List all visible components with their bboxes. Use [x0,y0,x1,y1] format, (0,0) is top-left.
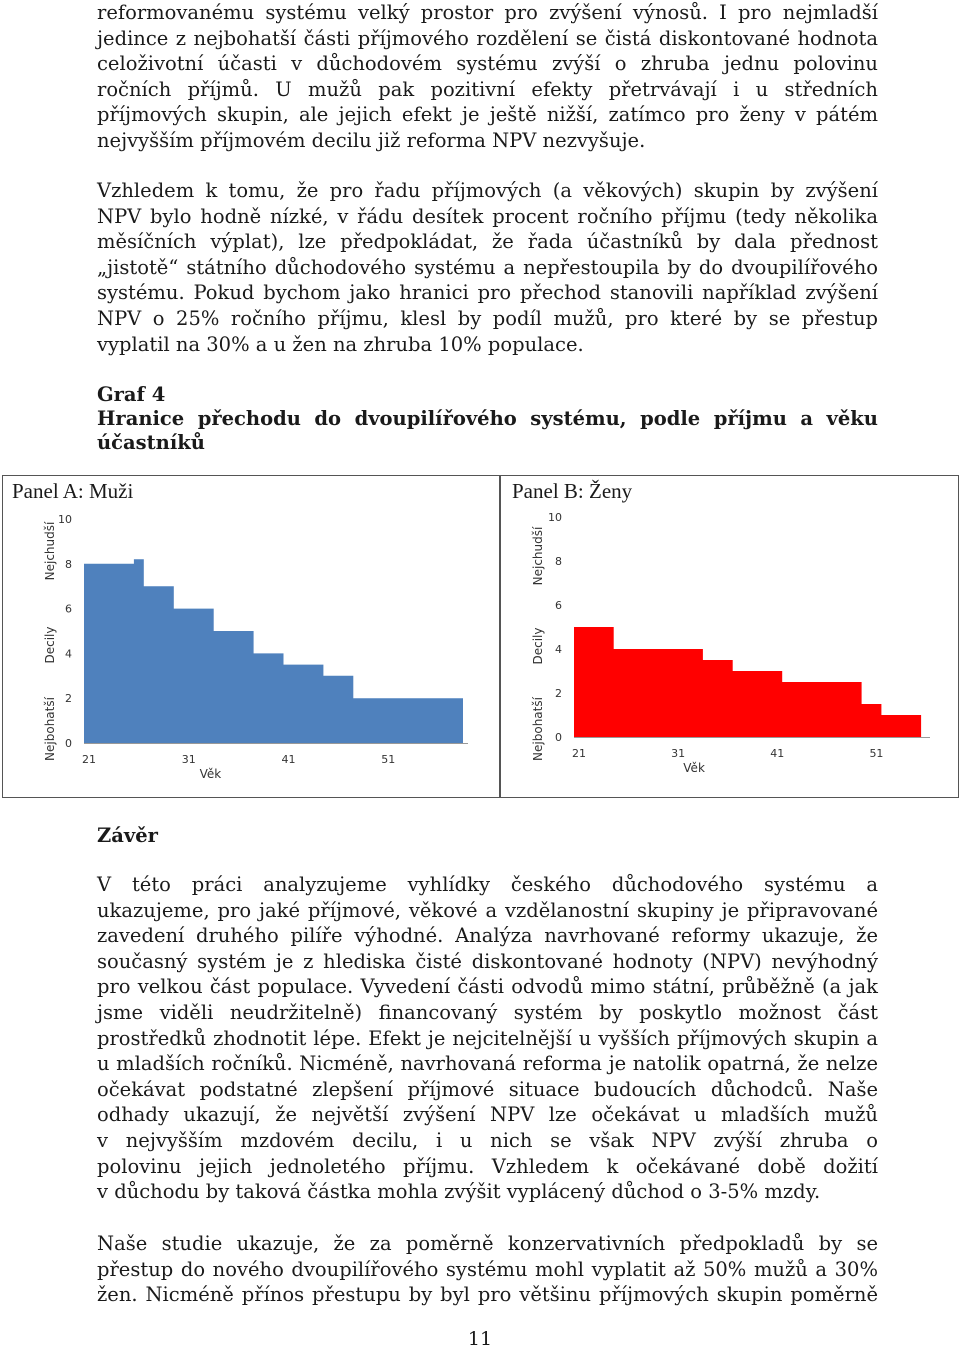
text-line: jedince z nejbohatší části příjmového rozdělení se čistá diskontované hodnota [97,26,878,50]
text-line: systému. Pokud bychom jako hranici pro přechod stanovili například zvýšení [97,281,878,305]
text-line: současný systém je z hlediska čisté diskontované hodnoty (NPV) nevýhodný [97,949,878,973]
text-line: očekávat podstatné zlepšení příjmové situace budoucích důchodců. Naše [97,1077,878,1101]
y-label-bottom: Nejbohatší [531,697,545,761]
y-axis-labels [43,521,57,761]
y-tick-label: 2 [555,687,562,700]
x-tick-label: 51 [381,753,396,766]
text-line: Vzhledem k tomu, že pro řadu příjmových (a věkových) skupin by zvýšení [97,179,878,202]
y-label-mid: Decily [43,626,57,664]
y-tick-label: 2 [65,692,72,706]
text-line: V této práci analyzujeme vyhlídky českého důchodového systému a [97,873,878,896]
y-tick-label: 4 [65,647,72,661]
y-axis-labels [531,526,545,761]
panel-a-title: Panel A: Muži [12,479,134,503]
x-axis-label: Věk [199,767,222,781]
y-tick-label: 4 [555,643,562,656]
text-line: v důchodu by taková částka mohla zvýšit vyplácený důchod o 3-5% mzdy. [97,1180,821,1204]
x-axis-label: Věk [683,761,705,775]
text-line: nejvyšším příjmovém decilu již reforma NPV nezvyšuje. [97,128,646,152]
page-number: 11 [467,1328,493,1350]
conclusion-paragraph-2 [97,1231,878,1308]
text-line: u mladších ročníků. Nicméně, navrhovaná reforma je natolik opatrná, že nelze [97,1052,878,1076]
y-tick-label: 0 [555,731,562,744]
text-line: „jistotě“ státního důchodového systému a nepřestoupila by do dvoupilířového [97,255,878,279]
text-line: ročních příjmů. U mužů pak pozitivní efekty přetrvávají i u středních [97,77,878,101]
text-line: prostředků zhodnotit lépe. Efekt je nejcitelnější u vyšších příjmových skupin a [97,1026,878,1050]
text-line: NPV bylo hodně nízké, v řádu desítek procent ročního příjmu (tedy několika [97,204,878,228]
chart-men [30,505,485,785]
text-line: odhady ukazují, že největší zvýšení NPV lze očekávat u mladších mužů [97,1103,878,1127]
x-tick-label: 41 [770,747,785,760]
y-ticks [548,511,562,744]
y-label-top: Nejchudší [43,521,57,581]
y-tick-label: 8 [555,555,562,568]
x-tick-label: 21 [571,747,586,760]
y-tick-label: 10 [548,511,562,524]
text-line: jsme viděli neudržitelně) financovaný systém by poskytlo možnost část [97,1000,878,1024]
figure-title: Hranice přechodu do dvoupilířového systému, podle příjmu a věku účastníků [97,407,878,454]
y-label-bottom: Nejbohatší [43,697,57,761]
women-area-series [574,627,921,737]
text-line: žen. Nicméně přínos přestupu by byl pro většinu příjmových skupin poměrně [97,1283,878,1307]
x-ticks [572,747,883,760]
text-line: vyplatil na 30% a u žen na zhruba 10% populace. [97,332,584,356]
x-tick-label: 21 [81,753,96,766]
text-line: pro velkou část populace. Vyvedení části odvodů mimo státní, průběžně (a jak [97,975,878,999]
figure-label: Graf 4 [97,383,166,406]
text-line: měsíčních výplat), lze předpokládat, že řada účastníků by dala přednost [97,230,878,254]
conclusion-heading: Závěr [97,824,158,847]
y-tick-label: 0 [65,737,72,750]
conclusion-paragraph-1 [97,872,878,1205]
text-line: zavedení druhého pilíře výhodné. Analýza navrhované reformy ukazuje, že [97,924,878,948]
text-line: Naše studie ukazuje, že za poměrně konzervativních předpokladů by se [97,1232,878,1255]
x-ticks [82,753,395,766]
men-area-series [84,559,463,743]
intro-paragraph [97,0,878,154]
text-line: reformovanému systému velký prostor pro zvýšení výnosů. I pro nejmladší [97,1,878,24]
x-tick-label: 41 [281,753,296,766]
y-label-mid: Decily [531,627,545,665]
x-tick-label: 31 [181,753,196,766]
y-tick-label: 8 [65,557,72,571]
text-line: příjmových skupin, ale jejich efekt je ještě nižší, zatímco pro ženy v pátém [97,103,878,127]
y-tick-label: 6 [65,602,72,616]
chart-women [525,505,945,785]
y-label-top: Nejchudší [531,526,545,586]
x-tick-label: 31 [671,747,686,760]
text-line: přestup do nového dvoupilířového systému mohl vyplatit až 50% mužů a 30% [97,1257,878,1281]
panel-b-title: Panel B: Ženy [512,479,633,503]
text-line: NPV o 25% ročního příjmu, klesl by podíl mužů, pro které by se přestup [97,306,878,330]
y-tick-label: 6 [555,599,562,612]
y-ticks [58,513,72,750]
text-line: celoživotní účasti v důchodovém systému zvýší o zhruba jednu polovinu [97,52,878,76]
y-tick-label: 10 [58,513,72,526]
text-line: v nejvyšším mzdovém decilu, i u nich se však NPV zvýší zhruba o [97,1128,878,1152]
text-line: ukazujeme, pro jaké příjmové, věkové a vzdělanostní skupiny je připravované [97,898,878,922]
threshold-paragraph [97,178,878,357]
text-line: polovinu jejich jednoletého příjmu. Vzhledem k očekávané době dožití [97,1154,878,1178]
x-tick-label: 51 [869,747,884,760]
